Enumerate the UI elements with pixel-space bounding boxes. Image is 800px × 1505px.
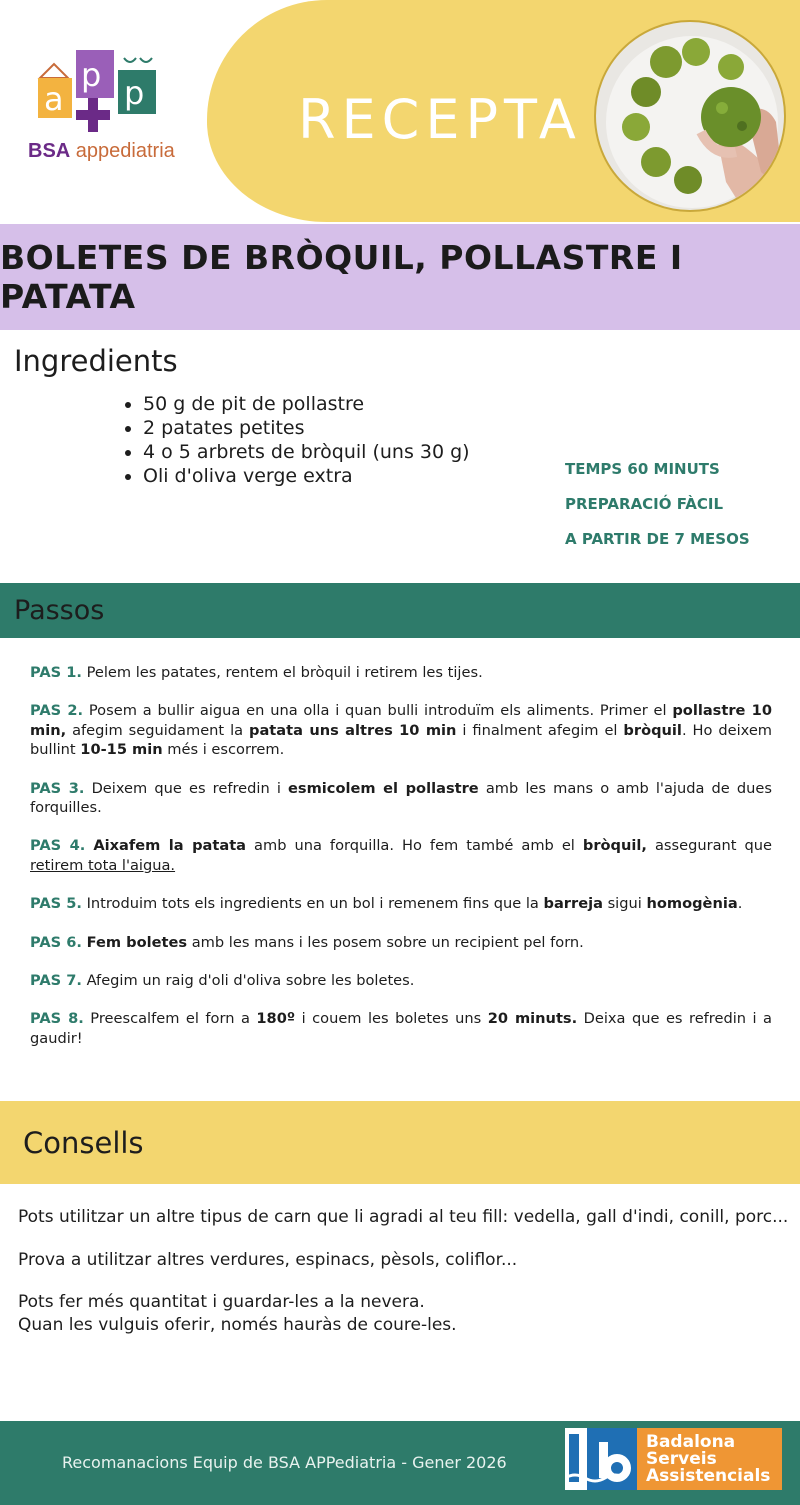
step-label: PAS 4. (30, 837, 86, 855)
step-text: Posem a bullir aigua en una olla i quan bulli introduïm els aliments. Primer el (83, 702, 673, 720)
bsa-logo-line: Serveis (646, 1449, 717, 1469)
step-item (30, 836, 772, 875)
step-label: PAS 6. (30, 933, 82, 951)
logo-wordmark (28, 140, 175, 163)
ingredient-item: 4 o 5 arbrets de bròquil (uns 30 g) (143, 441, 470, 463)
step-text: amb les mans i les posem sobre un recipient pel forn. (187, 933, 584, 951)
step-text: Deixem que es refredin i (84, 779, 288, 797)
recipe-title: BOLETES DE BRÒQUIL, POLLASTRE I PATATA (0, 238, 683, 316)
steps-title: Passos (14, 595, 105, 626)
bsa-logo-line: Badalona (646, 1432, 736, 1452)
step-text: i couem les boletes uns (295, 1010, 488, 1028)
step-underlined-text: retirem tota l'aigua. (30, 856, 176, 874)
svg-text:p: p (81, 56, 102, 94)
step-label: PAS 5. (30, 895, 82, 913)
step-bold-text: homogènia (646, 895, 738, 913)
step-item (30, 663, 772, 682)
tip-item: Pots fer més quantitat i guardar-les a la nevera. Quan les vulguis oferir, només hauràs de coure-les. (18, 1292, 457, 1335)
meta-age: A PARTIR DE 7 MESOS (565, 530, 750, 548)
tips-list (18, 1206, 798, 1356)
footer-text: Recomanacions Equip de BSA APPediatria - Gener 2026 (62, 1453, 507, 1472)
ingredients-list (143, 392, 470, 488)
step-item (30, 779, 772, 818)
step-text: Preescalfem el forn a (83, 1010, 257, 1028)
step-bold-text: patata uns altres 10 min (249, 721, 457, 739)
logo-brand: BSA (28, 140, 71, 162)
step-text: més i escorrem. (162, 741, 285, 759)
ingredient-item: Oli d'oliva verge extra (143, 464, 470, 488)
bsa-logo-text (637, 1428, 782, 1490)
steps-band (0, 583, 800, 638)
step-bold-text: 10-15 min (80, 741, 163, 759)
meta-difficulty: PREPARACIÓ FÀCIL (565, 495, 724, 513)
step-bold-text: barreja (543, 895, 603, 913)
step-text: amb les mans o amb l'ajuda de dues forquilles. (30, 779, 772, 817)
svg-text:a: a (44, 80, 64, 118)
step-bold-text: esmicolem el pollastre (288, 779, 479, 797)
step-text: . (737, 895, 743, 913)
bsa-logo-line: Assistencials (646, 1466, 771, 1486)
bsa-b-icon (565, 1428, 637, 1490)
step-label: PAS 2. (30, 702, 84, 720)
logo-sub: appediatria (75, 140, 175, 162)
step-label: PAS 7. (30, 972, 82, 990)
step-text: Afegim un raig d'oli d'oliva sobre les boletes. (81, 972, 415, 990)
step-bold-text: 20 minuts. (487, 1010, 578, 1028)
header (0, 0, 800, 224)
step-label: PAS 1. (30, 664, 82, 681)
step-text: . Ho deixem bullint (30, 721, 773, 759)
step-bold-text: 180º (256, 1010, 296, 1028)
step-text: assegurant que (646, 837, 773, 855)
step-bold-text: Aixafem la patata (93, 837, 247, 855)
step-bold-text: bròquil (623, 721, 682, 739)
step-text: i finalment afegim el (456, 721, 624, 739)
step-label: PAS 3. (30, 779, 85, 797)
footer (0, 1421, 800, 1505)
title-band (0, 224, 800, 330)
svg-text:p: p (124, 74, 145, 112)
step-item (30, 1009, 772, 1048)
food-photo (594, 20, 786, 212)
tips-title: Consells (23, 1125, 144, 1160)
step-item (30, 894, 772, 913)
recepta-heading: RECEPTA (298, 88, 582, 151)
step-text: Introduim tots els ingredients en un bol i remenem fins que la (81, 895, 544, 913)
step-text: Pelem les patates, rentem el bròquil i retirem les tijes. (81, 664, 483, 681)
step-bold-text: pollastre 10 min, (30, 702, 772, 739)
step-item (30, 701, 772, 759)
steps-list (30, 663, 772, 1067)
step-bold-text: Fem boletes (86, 933, 188, 951)
ingredient-item: 2 patates petites (143, 416, 470, 440)
step-item (30, 971, 772, 990)
step-label: PAS 8. (30, 1010, 84, 1028)
tip-item: Prova a utilitzar altres verdures, espinacs, pèsols, coliflor... (18, 1249, 518, 1270)
step-text: sigui (602, 895, 647, 913)
meta-time: TEMPS 60 MINUTS (565, 460, 720, 478)
recipe-meta (565, 452, 750, 557)
step-item (30, 933, 772, 952)
step-bold-text: bròquil, (582, 837, 647, 855)
step-text: afegim seguidament la (66, 721, 250, 739)
badalona-serveis-logo (565, 1428, 782, 1490)
step-text: amb una forquilla. Ho fem també amb el (246, 837, 583, 855)
ingredient-item: 50 g de pit de pollastre (143, 392, 470, 416)
tip-item: Pots utilitzar un altre tipus de carn que li agradi al teu fill: vedella, gall d'indi, conill, porc... (18, 1207, 789, 1227)
step-text: Deixa que es refredin i a gaudir! (30, 1010, 772, 1047)
tips-band (0, 1101, 800, 1184)
ingredients-title: Ingredients (14, 344, 178, 378)
